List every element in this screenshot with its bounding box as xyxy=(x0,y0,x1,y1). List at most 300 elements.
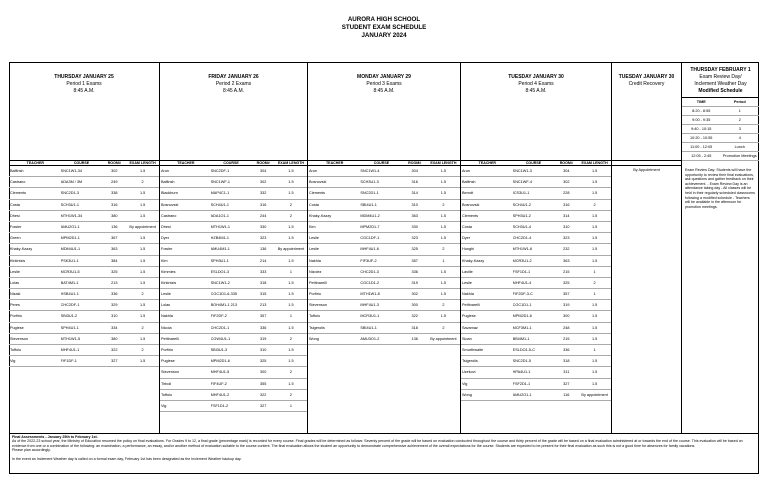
teacher-cell: Stevenson xyxy=(161,370,179,375)
table-row xyxy=(9,188,159,199)
room-cell: 310 xyxy=(563,224,570,229)
room-cell: 228 xyxy=(563,191,570,196)
course-cell: SNC1WF-1 xyxy=(210,180,231,185)
exam-length-cell: 1.5 xyxy=(139,213,146,218)
course-cell: FIF1DF-1 xyxy=(60,359,77,364)
course-cell: ADA3M / 3M xyxy=(60,180,83,185)
month-title: JANUARY 2024 xyxy=(361,32,407,39)
course-cell: SPH3U1-2 xyxy=(512,213,531,218)
table-row xyxy=(682,152,759,161)
day-column xyxy=(461,62,612,434)
room-cell: 327 xyxy=(260,403,267,408)
teacher-cell: Bosnovski xyxy=(462,202,480,207)
teacher-cell: Wong xyxy=(309,336,319,341)
room-cell: 319 xyxy=(260,336,267,341)
teacher-cell: Arun xyxy=(462,169,471,173)
exam-length-cell: 1.5 xyxy=(139,169,146,173)
table-row xyxy=(9,256,159,267)
course-cell: FIF2DF-2 xyxy=(210,314,227,319)
exam-length-cell: 1.5 xyxy=(440,224,447,229)
teacher-cell: Vig xyxy=(161,403,167,408)
room-cell: 310 xyxy=(111,314,118,319)
table-row xyxy=(308,200,460,211)
teacher-cell: Clements xyxy=(462,213,479,218)
room-cell: 232 xyxy=(563,247,570,252)
course-cell: SNC2D1-3 xyxy=(60,191,80,196)
table-row xyxy=(9,345,159,356)
room-cell: 304 xyxy=(260,169,267,173)
table-row xyxy=(160,244,307,255)
room-cell: 333 xyxy=(260,269,267,274)
table-row xyxy=(461,367,611,378)
footer-paragraph: In the event an Inclement Weather day is called on a formal exam day, February 1st has been designated as the Inclement Weather backup day. xyxy=(12,456,242,461)
teacher-cell: Dyer xyxy=(161,236,170,241)
exam-length-cell: 1.5 xyxy=(139,336,146,341)
table-row xyxy=(682,143,759,152)
teacher-cell: Pettinarelli xyxy=(462,303,480,308)
table-row xyxy=(160,300,307,311)
teacher-cell: Sloan xyxy=(462,336,472,341)
room-cell: 357 xyxy=(411,258,418,263)
course-cell: AMU2O1-1 xyxy=(60,224,80,229)
teacher-cell: Balfinsh xyxy=(462,180,476,185)
footer-notes xyxy=(9,434,759,474)
course-cell: MTH1W1-34 xyxy=(60,213,83,218)
table-header xyxy=(612,160,681,166)
table-row xyxy=(461,311,611,322)
column-header: TEACHER xyxy=(177,161,195,165)
table-row xyxy=(9,200,159,211)
table-row xyxy=(461,244,611,255)
exam-length-cell: 1.5 xyxy=(139,236,146,241)
exam-length-cell: 1.5 xyxy=(591,191,598,196)
course-cell: HSB4U1-1 xyxy=(60,292,79,297)
room-cell: 315 xyxy=(260,292,267,297)
teacher-cell: Kimmies xyxy=(161,269,176,274)
room-cell: 248 xyxy=(563,325,570,330)
table-row xyxy=(160,345,307,356)
course-cell: SBI3U1-2 xyxy=(60,314,78,319)
table-row xyxy=(461,267,611,278)
exam-length-cell: By appointment xyxy=(430,336,457,341)
table-row xyxy=(160,401,307,412)
exam-length-cell: 1.5 xyxy=(288,169,294,173)
review-day-notes: Exam Review Day: Students will have the opportunity to review their final evaluations, ask questions and gather feedback on their achievement. - Exam Review Day is an attendance taking day - All classes will be held in their regularly scheduled classrooms following a modified schedule - Teachers will be available in the afternoon for promotion meetings. xyxy=(685,168,755,209)
table-row xyxy=(308,278,460,289)
room-cell: 336 xyxy=(563,348,570,352)
course-cell: ESLDO1-5-C xyxy=(512,348,536,352)
table-row xyxy=(160,278,307,289)
room-cell: 330 xyxy=(411,224,418,229)
teacher-cell: Stevenson xyxy=(309,303,327,308)
course-cell: MDM4U1-1 xyxy=(60,247,81,252)
course-cell: SNC2D1-1 xyxy=(360,191,379,196)
time-label: 8:45 A.M. xyxy=(525,88,547,94)
teacher-cell: Laville xyxy=(462,269,473,274)
room-cell: 215 xyxy=(563,336,570,341)
exam-length-cell: 1.5 xyxy=(591,247,598,252)
room-cell: 323 xyxy=(411,236,418,241)
exam-length-cell: 1 xyxy=(289,314,292,319)
table-row xyxy=(160,222,307,233)
teacher-cell: Arun xyxy=(309,169,318,173)
period-cell: Promotion Meetings xyxy=(722,154,757,158)
teacher-cell: Nizaki xyxy=(10,292,21,297)
column-header: ROOM# xyxy=(559,161,573,165)
course-cell: ADA1O1-1 xyxy=(210,213,230,218)
course-cell: MHF4U1-2 xyxy=(210,392,230,397)
room-cell: 367 xyxy=(111,236,118,241)
period-label: Period 3 Exams xyxy=(366,81,402,87)
exam-length-cell: 2 xyxy=(141,180,144,185)
table-row xyxy=(461,334,611,345)
course-cell: MHF4U1-1 xyxy=(60,348,80,352)
room-cell: 302 xyxy=(563,180,570,185)
course-cell: CGW4U1-1 xyxy=(210,336,231,341)
exam-length-cell: 2 xyxy=(289,202,292,207)
table-row xyxy=(308,334,460,345)
exam-length-cell: 1 xyxy=(593,269,596,274)
table-row xyxy=(9,244,159,255)
table-row xyxy=(160,379,307,390)
course-cell: CGC1D1-2 xyxy=(360,280,380,285)
course-cell: PSK3U1-1 xyxy=(60,258,79,263)
teacher-cell: Vig xyxy=(10,359,16,364)
course-cell: MPM2D1-6 xyxy=(210,359,230,364)
teacher-cell: Castrano xyxy=(161,213,177,218)
column-header: TEACHER xyxy=(325,161,344,165)
teacher-cell: Khaky-Kazzy xyxy=(10,247,33,252)
room-cell: 316 xyxy=(260,202,267,207)
course-cell: FSF1D1-1 xyxy=(512,269,531,274)
teacher-cell: Clements xyxy=(10,191,27,196)
course-cell: CHC2D1-3 xyxy=(360,269,379,274)
teacher-cell: Uzekovi xyxy=(462,370,476,375)
table-row xyxy=(461,233,611,244)
credit-recovery-column xyxy=(612,62,682,434)
day-heading: TUESDAY JANUARY 30 xyxy=(508,74,564,80)
period-cell: 1 xyxy=(738,109,741,113)
course-cell: FIF4UF-2 xyxy=(210,381,227,386)
table-row xyxy=(308,323,460,334)
teacher-cell: Nicola xyxy=(161,325,172,330)
room-cell: 380 xyxy=(111,336,118,341)
exam-length-cell: 2 xyxy=(593,202,596,207)
exam-length-cell: 1.5 xyxy=(288,258,294,263)
column-header: EXAM LENGTH xyxy=(277,161,305,165)
course-cell: SPH4U1-1 xyxy=(60,325,79,330)
footer-paragraph: Please plan accordingly. xyxy=(12,448,51,453)
room-cell: 322 xyxy=(111,348,118,352)
time-cell: 9:40 - 10:15 xyxy=(691,127,712,131)
exam-length-cell: 2 xyxy=(442,303,445,308)
exam-length-cell: 1.5 xyxy=(591,381,598,386)
room-cell: 330 xyxy=(260,224,267,229)
exam-length-cell: 1.5 xyxy=(288,236,294,241)
course-cell: MTH1W1-6 xyxy=(512,247,533,252)
teacher-cell: Leslie xyxy=(462,280,472,285)
teacher-cell: Tsigerolis xyxy=(309,325,325,330)
exam-length-cell: 2 xyxy=(289,336,292,341)
course-cell: MTH1W1-8 xyxy=(360,292,380,297)
column-header: ROOM# xyxy=(256,161,270,165)
teacher-cell: Clements xyxy=(309,191,326,196)
table-row xyxy=(9,334,159,345)
course-cell: SCH3U1-4 xyxy=(512,224,532,229)
teacher-cell: Nizolez xyxy=(309,269,322,274)
course-cell: CHC2D1-1 xyxy=(210,325,230,330)
period-label: Period 2 Exams xyxy=(215,81,252,87)
course-cell: FSF1D1-2 xyxy=(210,403,229,408)
table-row xyxy=(308,177,460,188)
room-cell: 304 xyxy=(563,169,570,173)
table-row xyxy=(682,134,759,143)
course-cell: CHC2DF-1 xyxy=(60,303,80,308)
exam-length-cell: 1.5 xyxy=(591,258,598,263)
room-cell: 327 xyxy=(111,359,118,364)
column-header: TEACHER xyxy=(26,161,45,165)
course-cell: SNC1W1-2 xyxy=(210,280,230,285)
table-row xyxy=(160,367,307,378)
period-cell: 2 xyxy=(738,118,741,122)
teacher-cell: Porfirio xyxy=(309,292,322,297)
teacher-cell: Castrano xyxy=(10,180,26,185)
exam-length-cell: 1.5 xyxy=(139,191,146,196)
period-label: Period 1 Exams xyxy=(66,81,102,87)
exam-length-cell: 1.5 xyxy=(591,336,598,341)
room-cell: 116 xyxy=(563,392,570,397)
teacher-cell: Berndt xyxy=(462,191,474,196)
table-row xyxy=(160,311,307,322)
time-cell: 11:00 - 12:05 xyxy=(690,145,713,149)
table-row xyxy=(682,107,759,116)
table-row xyxy=(9,177,159,188)
exam-length-cell: By appointment xyxy=(581,392,608,397)
table-row xyxy=(682,125,759,134)
table-row xyxy=(308,222,460,233)
teacher-cell: Arun xyxy=(161,169,170,173)
table-row xyxy=(308,233,460,244)
subtitle-line: Exam Review Day/ xyxy=(699,74,742,80)
course-cell: SBI4U1-1 xyxy=(360,202,377,207)
subtitle-line: Inclement Weather Day xyxy=(694,81,747,87)
course-cell: BBI4M1-1 xyxy=(512,336,530,341)
room-cell: 316 xyxy=(111,202,118,207)
course-cell: SNC2DF-1 xyxy=(210,169,230,173)
room-cell: 363 xyxy=(111,247,118,252)
room-cell: 136 xyxy=(411,336,418,341)
table-row xyxy=(308,289,460,300)
time-header: TIME xyxy=(696,100,706,104)
room-cell: 213 xyxy=(111,280,118,285)
teacher-cell: Leslie xyxy=(309,247,319,252)
exam-length-cell: 1.5 xyxy=(440,191,447,196)
table-row xyxy=(461,356,611,367)
column-header: ROOM# xyxy=(408,161,422,165)
course-cell: SNC1W1-4 xyxy=(360,169,380,173)
course-cell: MTH1W1-1 xyxy=(210,224,231,229)
room-cell: 363 xyxy=(563,258,570,263)
table-row xyxy=(160,289,307,300)
table-row xyxy=(308,300,460,311)
room-cell: 323 xyxy=(563,236,570,241)
room-cell: 319 xyxy=(563,303,570,308)
table-row xyxy=(461,222,611,233)
exam-length-cell: 1 xyxy=(289,403,292,408)
course-cell: MHF4U1-3 xyxy=(360,303,379,308)
exam-length-cell: 2 xyxy=(442,202,445,207)
day-column xyxy=(9,62,160,434)
teacher-cell: Puglese xyxy=(462,314,476,319)
exam-length-cell: 1.5 xyxy=(591,370,598,375)
exam-length-cell: 1.5 xyxy=(288,359,294,364)
table-row xyxy=(308,311,460,322)
room-cell: 314 xyxy=(411,191,418,196)
course-cell: SNC2D1-5 xyxy=(512,359,532,364)
teacher-cell: Costa xyxy=(309,202,319,207)
course-cell: FIF2DF-3-C xyxy=(512,292,533,297)
room-cell: 314 xyxy=(563,213,570,218)
course-cell: SCH3U1-1 xyxy=(60,202,80,207)
teacher-cell: Nakhla xyxy=(161,314,173,319)
table-row xyxy=(160,323,307,334)
period-cell: Lunch xyxy=(734,145,745,149)
course-cell: CHC2D1-4 xyxy=(512,236,532,241)
room-cell: 249 xyxy=(111,180,118,185)
teacher-cell: Balfinsh xyxy=(10,169,24,173)
table-row xyxy=(308,256,460,267)
room-cell: 327 xyxy=(563,381,570,386)
course-cell: MAP4C1-1 xyxy=(210,191,230,196)
room-cell: 300 xyxy=(411,303,418,308)
exam-length-cell: 1.5 xyxy=(139,247,146,252)
exam-length-cell: 1.5 xyxy=(440,292,447,297)
teacher-cell: Savamaz xyxy=(462,325,478,330)
column-header: COURSE xyxy=(525,161,542,165)
course-cell: HZB4M1-1 xyxy=(210,236,229,241)
teacher-cell: Pettinarelli xyxy=(309,280,327,285)
room-cell: 318 xyxy=(411,325,418,330)
day-heading: THURSDAY FEBRUARY 1 xyxy=(690,67,751,73)
exam-length-cell: 1.5 xyxy=(288,180,294,185)
period-label: Period 4 Exams xyxy=(518,81,554,87)
course-cell: AMU3O1-2 xyxy=(360,336,380,341)
table-row xyxy=(461,278,611,289)
table-row xyxy=(461,323,611,334)
room-cell: 302 xyxy=(111,169,118,173)
table-row xyxy=(461,345,611,356)
exam-length-cell: 1.5 xyxy=(440,269,447,274)
room-cell: 322 xyxy=(260,392,267,397)
room-cell: 136 xyxy=(111,224,118,229)
exam-length-cell: 1.5 xyxy=(591,169,598,173)
course-cell: MTH1W1-5 xyxy=(60,336,81,341)
column-header: TEACHER xyxy=(478,161,497,165)
room-cell: 215 xyxy=(563,269,570,274)
teacher-cell: Fowler xyxy=(10,224,22,229)
subtitle-line: Modified Schedule xyxy=(698,88,743,94)
course-cell: FIF3UF-2 xyxy=(360,258,377,263)
course-cell: CGC1DF-1 xyxy=(360,236,380,241)
teacher-cell: Green xyxy=(10,236,21,241)
teacher-cell: Wong xyxy=(462,392,472,397)
teacher-cell: Toffolo xyxy=(309,314,321,319)
table-row xyxy=(9,222,159,233)
teacher-cell: Kim xyxy=(309,224,316,229)
column-header: COURSE xyxy=(223,161,239,165)
room-cell: 329 xyxy=(111,303,118,308)
day-heading: TUESDAY JANUARY 30 xyxy=(618,74,675,80)
teacher-cell: Nakhla xyxy=(462,292,474,297)
exam-length-cell: 1.5 xyxy=(288,224,294,229)
course-cell: AMU2O1-1 xyxy=(512,392,532,397)
teacher-cell: Blackburn xyxy=(161,191,178,196)
course-cell: SCH3U1-3 xyxy=(360,180,379,185)
credit-recovery-label: Credit Recovery xyxy=(628,81,665,87)
exam-length-cell: 1.5 xyxy=(139,303,146,308)
room-cell: 319 xyxy=(411,280,418,285)
course-cell: MPM2D1-1 xyxy=(60,236,80,241)
room-cell: 213 xyxy=(260,303,267,308)
table-row xyxy=(461,390,611,401)
teacher-cell: Porfirio xyxy=(10,314,23,319)
modified-schedule-table xyxy=(682,97,759,161)
room-cell: 380 xyxy=(111,213,118,218)
exam-length-cell: 1.5 xyxy=(591,359,598,364)
period-cell: 4 xyxy=(738,136,741,140)
room-cell: 325 xyxy=(111,269,118,274)
course-cell: SNC1W1-3 xyxy=(512,169,532,173)
column-header: EXAM LENGTH xyxy=(581,161,608,165)
teacher-cell: Pettinarelli xyxy=(161,336,179,341)
room-cell: 310 xyxy=(260,348,267,352)
exam-length-cell: 1.5 xyxy=(288,381,294,386)
exam-length-cell: By appointment xyxy=(129,224,156,229)
day-column xyxy=(308,62,461,434)
exam-length-cell: 1.5 xyxy=(440,169,447,173)
table-row xyxy=(160,334,307,345)
room-cell: 214 xyxy=(260,258,267,263)
room-cell: 316 xyxy=(411,180,418,185)
room-cell: 323 xyxy=(260,236,267,241)
day-heading: MONDAY JANUARY 29 xyxy=(357,74,411,80)
table-row xyxy=(461,166,611,177)
room-cell: 336 xyxy=(411,269,418,274)
exam-length-cell: 1.5 xyxy=(288,280,294,285)
exam-length-cell: 1.5 xyxy=(591,314,598,319)
table-row xyxy=(9,166,159,177)
table-row xyxy=(160,256,307,267)
course-cell: MDM4U1-2 xyxy=(360,213,380,218)
teacher-cell: Vig xyxy=(462,381,468,386)
teacher-cell: Bosnovski xyxy=(309,180,327,185)
teacher-cell: Costa xyxy=(462,224,472,229)
exam-length-cell: 1.5 xyxy=(591,224,598,229)
room-cell: 332 xyxy=(260,191,267,196)
course-cell: MHF4U1-5 xyxy=(210,370,230,375)
teacher-cell: Smurthwaite xyxy=(462,348,484,352)
teacher-cell: Kirkintzis xyxy=(161,280,177,285)
table-row xyxy=(9,323,159,334)
room-cell: 300 xyxy=(260,370,267,375)
time-cell: 8:20 - 8:55 xyxy=(692,109,711,113)
exam-length-cell: 1 xyxy=(593,292,596,297)
teacher-cell: Nakhla xyxy=(309,258,321,263)
exam-length-cell: 1 xyxy=(289,269,292,274)
table-row xyxy=(9,289,159,300)
room-cell: 311 xyxy=(563,370,570,375)
table-row xyxy=(160,233,307,244)
